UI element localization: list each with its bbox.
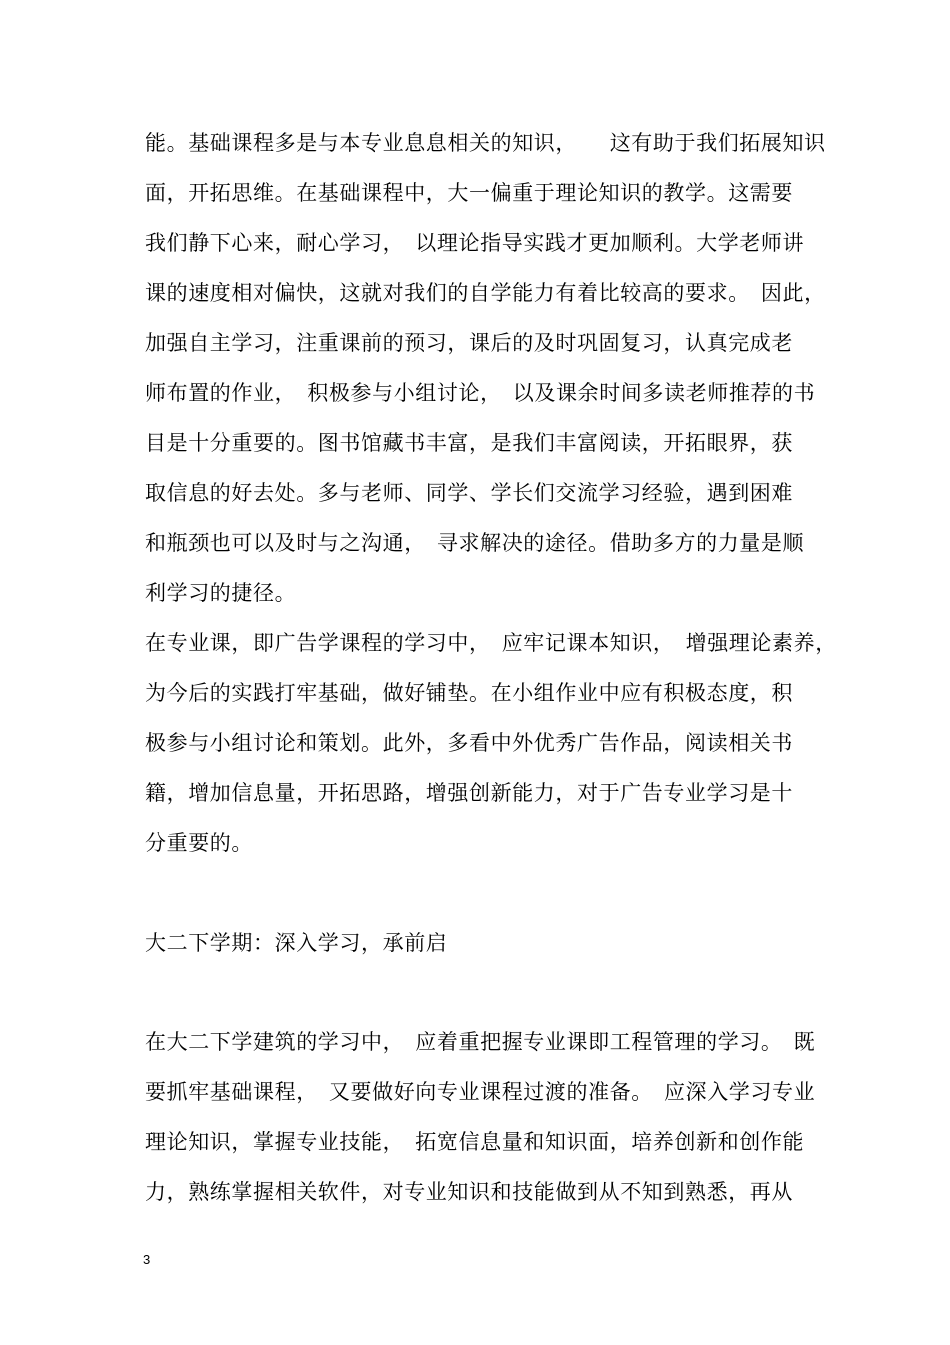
text-line: 加强自主学习，注重课前的预习，课后的及时巩固复习，认真完成老 xyxy=(145,331,793,355)
text-line: 师布置的作业， 积极参与小组讨论， 以及课余时间多读老师推荐的书 xyxy=(145,381,816,405)
text-line: 利学习的捷径。 xyxy=(145,581,297,605)
text-line: 分重要的。 xyxy=(145,831,253,855)
section-heading: 大二下学期：深入学习，承前启 xyxy=(145,931,448,955)
text-line: 理论知识，掌握专业技能， 拓宽信息量和知识面，培养创新和创作能 xyxy=(145,1130,805,1154)
text-line: 和瓶颈也可以及时与之沟通， 寻求解决的途径。借助多方的力量是顺 xyxy=(145,531,805,555)
text-line: 极参与小组讨论和策划。此外，多看中外优秀广告作品，阅读相关书 xyxy=(145,731,793,755)
text-line: 目是十分重要的。图书馆藏书丰富，是我们丰富阅读，开拓眼界，获 xyxy=(145,431,793,455)
text-line: 课的速度相对偏快，这就对我们的自学能力有着比较高的要求。 因此， xyxy=(145,281,826,305)
text-line: 为今后的实践打牢基础，做好铺垫。在小组作业中应有积极态度，积 xyxy=(145,681,793,705)
text-line: 我们静下心来，耐心学习， 以理论指导实践才更加顺利。大学老师讲 xyxy=(145,231,805,255)
text-line: 取信息的好去处。多与老师、同学、学长们交流学习经验，遇到困难 xyxy=(145,481,793,505)
text-line: 力，熟练掌握相关软件，对专业知识和技能做到从不知到熟悉，再从 xyxy=(145,1180,793,1204)
text-line: 能。基础课程多是与本专业息息相关的知识， 这有助于我们拓展知识 xyxy=(145,131,826,155)
text-line: 面，开拓思维。在基础课程中，大一偏重于理论知识的教学。这需要 xyxy=(145,181,793,205)
page-number: 3 xyxy=(143,1252,151,1267)
text-line: 籍，增加信息量，开拓思路，增强创新能力，对于广告专业学习是十 xyxy=(145,781,793,805)
text-line: 在大二下学建筑的学习中， 应着重把握专业课即工程管理的学习。 既 xyxy=(145,1030,816,1054)
text-line: 要抓牢基础课程， 又要做好向专业课程过渡的准备。 应深入学习专业 xyxy=(145,1080,816,1104)
text-line: 在专业课，即广告学课程的学习中， 应牢记课本知识， 增强理论素养， xyxy=(145,631,837,655)
